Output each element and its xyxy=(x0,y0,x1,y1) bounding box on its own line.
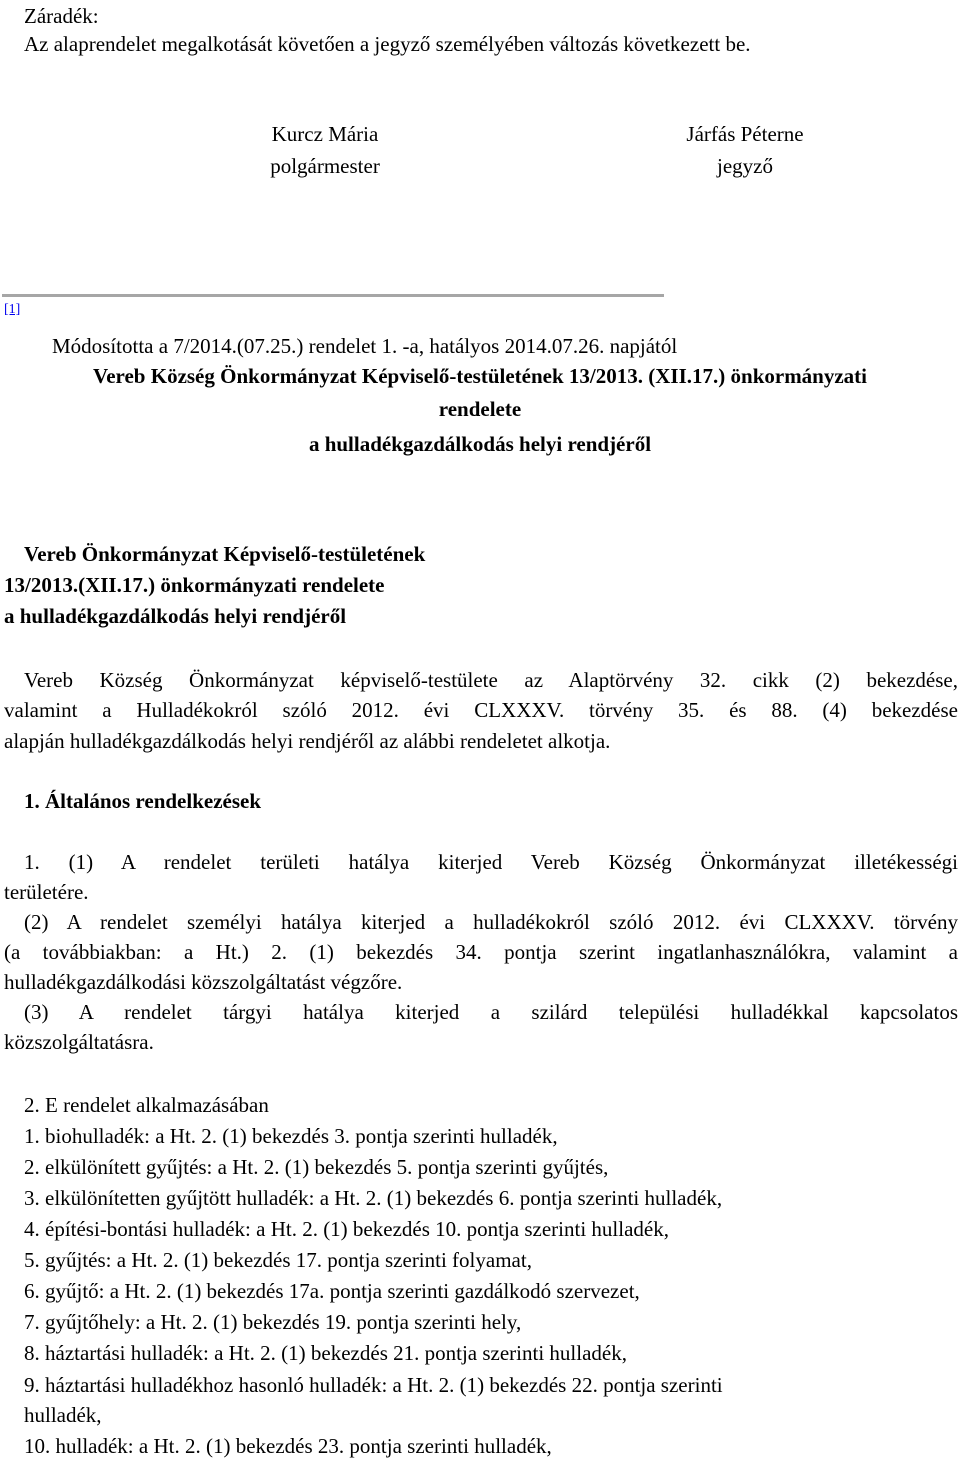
footnote-separator xyxy=(2,294,664,297)
definition-item: 5. gyűjtés: a Ht. 2. (1) bekezdés 17. pontja szerinti folyamat, xyxy=(24,1248,532,1272)
section1-p2-line2: (a továbbiakban: a Ht.) 2. (1) bekezdés 34. pontja szerint ingatlanhasználókra, valamint a xyxy=(4,940,958,964)
zaradek-label: Záradék: xyxy=(24,4,99,28)
signature-mayor-role: polgármester xyxy=(270,154,380,178)
section1-p1-line2: területére. xyxy=(4,880,89,904)
header-title-line3: a hulladékgazdálkodás helyi rendjéről xyxy=(308,432,652,456)
header-title-line1: Vereb Község Önkormányzat Képviselő-testületének 13/2013. (XII.17.) önkormányzati xyxy=(92,364,868,388)
definition-item: 6. gyűjtő: a Ht. 2. (1) bekezdés 17a. pontja szerinti gazdálkodó szervezet, xyxy=(24,1279,640,1303)
definition-item: 4. építési-bontási hulladék: a Ht. 2. (1) bekezdés 10. pontja szerinti hulladék, xyxy=(24,1217,669,1241)
title-line2: 13/2013.(XII.17.) önkormányzati rendelete xyxy=(4,573,385,597)
definition-item: 3. elkülönítetten gyűjtött hulladék: a Ht. 2. (1) bekezdés 6. pontja szerinti hulladék, xyxy=(24,1186,723,1210)
section1-p2-line1: (2) A rendelet személyi hatálya kiterjed a hulladékokról szóló 2012. évi CLXXXV. törvény xyxy=(24,910,958,934)
preamble-line2: valamint a Hulladékokról szóló 2012. évi CLXXXV. törvény 35. és 88. (4) bekezdése xyxy=(4,698,958,722)
signature-notary-role: jegyző xyxy=(717,154,773,178)
section2-heading: 2. E rendelet alkalmazásában xyxy=(24,1093,269,1117)
definition-item: hulladék, xyxy=(24,1403,102,1427)
section1-p3-line1: (3) A rendelet tárgyi hatálya kiterjed a szilárd települési hulladékkal kapcsolatos xyxy=(24,1000,958,1024)
preamble-line3: alapján hulladékgazdálkodás helyi rendjéről az alábbi rendeletet alkotja. xyxy=(4,729,611,753)
footnote-text: Módosította a 7/2014.(07.25.) rendelet 1. -a, hatályos 2014.07.26. napjától xyxy=(52,334,678,358)
section1-p2-line3: hulladékgazdálkodási közszolgáltatást végzőre. xyxy=(4,970,403,994)
section1-p3-line2: közszolgáltatásra. xyxy=(4,1030,154,1054)
footnote-link[interactable]: [1] xyxy=(4,302,21,317)
title-line3: a hulladékgazdálkodás helyi rendjéről xyxy=(4,604,347,628)
preamble-line1: Vereb Község Önkormányzat képviselő-testülete az Alaptörvény 32. cikk (2) bekezdése, xyxy=(24,668,958,692)
definition-item: 8. háztartási hulladék: a Ht. 2. (1) bekezdés 21. pontja szerinti hulladék, xyxy=(24,1341,627,1365)
title-line1: Vereb Önkormányzat Képviselő-testületének xyxy=(24,542,426,566)
definition-item: 1. biohulladék: a Ht. 2. (1) bekezdés 3. pontja szerinti hulladék, xyxy=(24,1124,558,1148)
definition-item: 7. gyűjtőhely: a Ht. 2. (1) bekezdés 19. pontja szerinti hely, xyxy=(24,1310,522,1334)
zaradek-text: Az alaprendelet megalkotását követően a jegyző személyében változás következett be. xyxy=(24,32,751,56)
signature-notary-name: Járfás Péterne xyxy=(686,122,804,146)
definition-item: 2. elkülönített gyűjtés: a Ht. 2. (1) bekezdés 5. pontja szerinti gyűjtés, xyxy=(24,1155,609,1179)
signature-mayor-name: Kurcz Mária xyxy=(271,122,379,146)
definition-item: 10. hulladék: a Ht. 2. (1) bekezdés 23. pontja szerinti hulladék, xyxy=(24,1434,552,1458)
section1-heading: 1. Általános rendelkezések xyxy=(24,789,262,813)
section1-p1-line1: 1. (1) A rendelet területi hatálya kiterjed Vereb Község Önkormányzat illetékességi xyxy=(24,850,958,874)
definition-item: 9. háztartási hulladékhoz hasonló hulladék: a Ht. 2. (1) bekezdés 22. pontja szerinti xyxy=(24,1373,723,1397)
header-title-line2: rendelete xyxy=(438,397,522,421)
